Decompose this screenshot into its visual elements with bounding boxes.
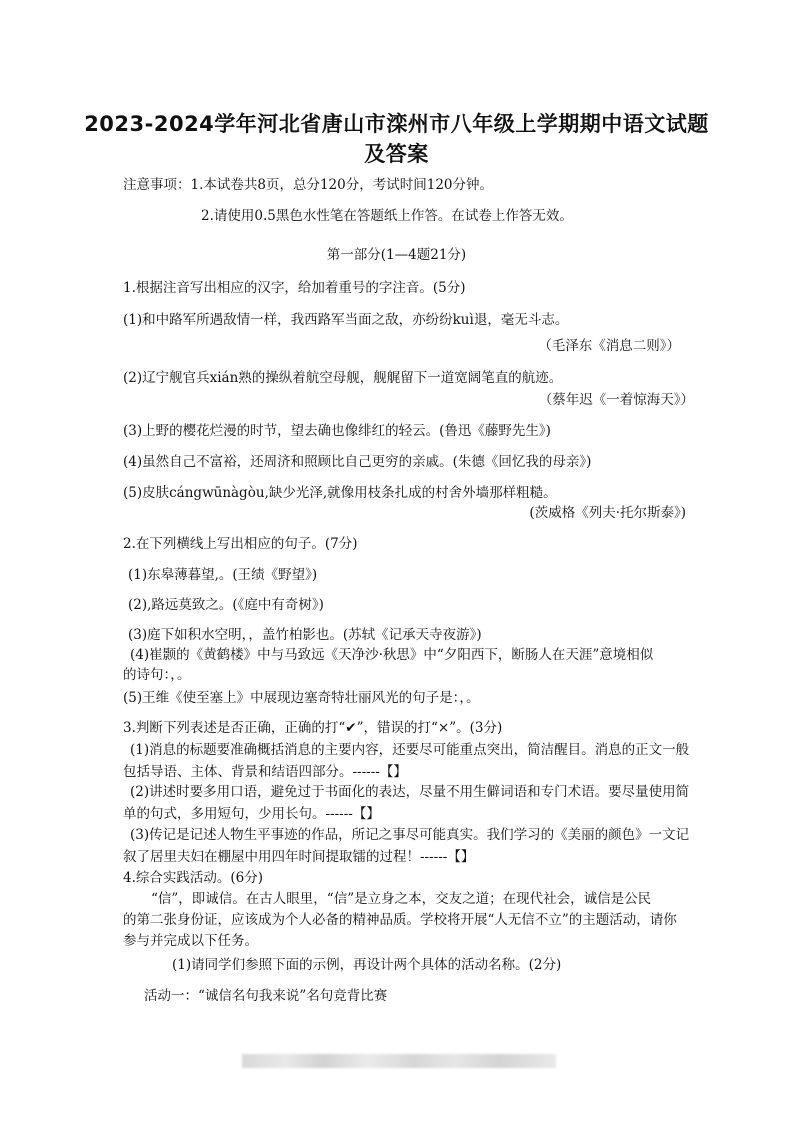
q2-item-4-line2: 的诗句：，。 [123, 667, 191, 683]
q2-item-3: (3)庭下如积水空明，，盖竹柏影也。(苏轼《记承天寺夜游》) [128, 627, 482, 643]
q2-stem: 2.在下列横线上写出相应的句子。(7分) [123, 536, 358, 552]
q1-item-3: (3)上野的樱花烂漫的时节，望去确也像绯红的轻云。(鲁迅《藤野先生》) [123, 423, 551, 439]
q1-item-5-source: (茨威格《列夫·托尔斯泰》) [529, 505, 686, 521]
q3-item-1-line1: (1)消息的标题要准确概括消息的主要内容，还要尽可能重点突出，简洁醒目。消息的正文一般 [130, 742, 690, 758]
q4-paragraph-line2: 的第二张身份证，应该成为个人必备的精神品质。学校将开展“人无信不立”的主题活动，请你 [123, 912, 677, 928]
q3-item-2-line2: 单的句式，多用短句，少用长句。------【】 [123, 806, 380, 822]
q1-item-4: (4)虽然自己不富裕，还周济和照顾比自己更穷的亲戚。(朱德《回忆我的母亲》) [123, 454, 592, 470]
q1-item-2: (2)辽宁舰官兵xián熟的操纵着航空母舰，舰艉留下一道宽阔笔直的航迹。 [123, 370, 563, 386]
q1-item-5: (5)皮肤cángwūnàgòu,缺少光泽,就像用枝条扎成的村舍外墙那样粗糙。 [123, 485, 557, 501]
q4-paragraph-line1: “信”，即诚信。在古人眼里，“信”是立身之本，交友之道；在现代社会，诚信是公民 [151, 891, 652, 907]
q2-item-5: (5)王维《使至塞上》中展现边塞奇特壮丽风光的句子是：，。 [123, 690, 480, 706]
q3-item-1-line2: 包括导语、主体、背景和结语四部分。------【】 [123, 764, 407, 780]
q2-item-4-line1: (4)崔颢的《黄鹤楼》中与马致远《天净沙·秋思》中“夕阳西下，断肠人在天涯”意境相似 [130, 647, 654, 663]
document-title-line2: 及答案 [364, 142, 429, 166]
q2-item-1: (1)东皋薄暮望,。(王绩《野望》) [128, 567, 318, 583]
q1-item-2-source: （蔡年迟《一着惊海天》） [538, 392, 694, 408]
document-title-line1: 2023-2024学年河北省唐山市滦州市八年级上学期期中语文试题 [84, 112, 709, 136]
q1-item-1-source: （毛泽东《消息二则》） [538, 338, 680, 354]
q2-item-2: (2),路远莫致之。(《庭中有奇树》) [128, 597, 324, 613]
part-heading: 第一部分(1—4题21分) [326, 247, 467, 263]
q4-sub-question-1: (1)请同学们参照下面的示例，再设计两个具体的活动名称。(2分) [172, 957, 562, 973]
notice-item-2: 2.请使用0.5黑色水性笔在答题纸上作答。在试卷上作答无效。 [201, 208, 573, 224]
q4-stem: 4.综合实践活动。(6分) [123, 870, 264, 886]
q3-item-3-line2: 叙了居里夫妇在棚屋中用四年时间提取镭的过程！------【】 [123, 849, 475, 865]
q4-example-activity: 活动一：“诚信名句我来说”名句竞背比赛 [144, 988, 388, 1004]
blurred-footer-watermark [242, 1054, 556, 1068]
q3-stem: 3.判断下列表述是否正确，正确的打“✔”，错误的打“×”。(3分) [123, 720, 503, 736]
notice-item-1: 注意事项：1.本试卷共8页，总分120分，考试时间120分钟。 [123, 177, 494, 193]
q4-paragraph-line3: 参与并完成以下任务。 [123, 933, 258, 949]
q1-stem: 1.根据注音写出相应的汉字，给加着重号的字注音。(5分) [123, 280, 466, 296]
q3-item-3-line1: (3)传记是记述人物生平事迹的作品，所记之事尽可能真实。我们学习的《美丽的颜色》一文记 [130, 827, 690, 843]
q1-item-1: (1)和中路军所遇敌情一样，我西路军当面之敌，亦纷纷kuì退，毫无斗志。 [123, 312, 569, 328]
q3-item-2-line1: (2)讲述时要多用口语，避免过于书面化的表达，尽量不用生僻词语和专门术语。要尽量使用简 [130, 784, 690, 800]
